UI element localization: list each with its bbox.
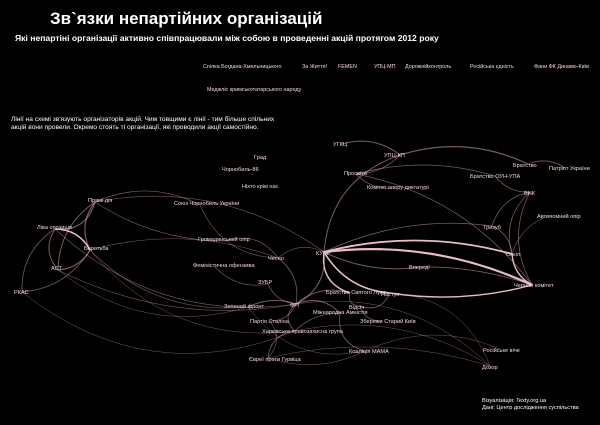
node-label: Тризуб — [483, 225, 501, 231]
connection-line — [58, 270, 248, 317]
node-label: Вперед! — [409, 265, 430, 271]
org-label: Російська єдність — [470, 64, 514, 70]
node-label: Братство Святого Луки — [326, 290, 386, 296]
node-label: КУПР — [316, 251, 331, 257]
connection-line — [296, 252, 324, 304]
node-label: Сокіл — [506, 252, 521, 258]
node-label: Партія Сталіна — [250, 319, 289, 325]
connection-line — [400, 147, 528, 164]
connection-line — [268, 331, 295, 358]
connection-line — [200, 205, 278, 258]
node-label: Зелений фронт — [224, 304, 265, 310]
node-label: Братство ОУН-УПА — [470, 174, 521, 180]
connection-line — [90, 250, 248, 308]
node-label: Міжнародна Амністія — [313, 310, 368, 316]
connection-line — [512, 215, 552, 254]
credits-visualization: Візуалізація: Texty.org.ua — [482, 398, 547, 404]
connection-line — [324, 252, 420, 269]
connection-line — [49, 229, 58, 270]
connection-line — [55, 229, 296, 307]
isolated-orgs — [203, 63, 589, 93]
node-label: ЗУБР — [258, 280, 273, 286]
node-label: Феміністична офензива — [193, 263, 255, 269]
node-label: Євреї проти Гурвіца — [249, 357, 301, 363]
node-label: УПЦ-КП — [384, 153, 405, 159]
node-label: АСТ — [51, 266, 62, 272]
node-label: Збережи Старий Київ — [360, 319, 416, 325]
org-label: Дорожнійконтроль — [405, 64, 452, 70]
connection-line — [278, 258, 297, 304]
node-label: Черний комітет — [514, 283, 554, 289]
node-label: Чорнобиль-86 — [222, 167, 259, 173]
node-label: ФРІ — [290, 303, 300, 309]
node-label: Харківська правозахисна група — [262, 329, 343, 335]
node-label: Дозор — [482, 365, 498, 371]
node-label: Ліва опозиція — [37, 225, 72, 231]
node-label: Просвіта — [344, 171, 367, 177]
node-label: Автономний опір — [537, 214, 581, 220]
node-labels — [14, 142, 590, 371]
node-label: Чесно — [268, 256, 284, 262]
node-label: Боротьба — [84, 246, 109, 252]
page-title: Зв`язки непартійних організацій — [50, 9, 323, 28]
description-text: Лінії на схемі зв'язують організаторів акцій. Чим товщими є лінії - тим більше спільних акцій вони провели. Окремо стоять ті організації, які проводили акції самостійно. — [11, 116, 275, 132]
node-label: Братство — [513, 163, 537, 169]
node-label: Наступ — [381, 292, 400, 298]
org-label: Фани ФК Динамо-Київ — [534, 64, 589, 70]
credits-data-source: Дані: Центр дослідження суспільства — [482, 405, 579, 411]
node-label: Прямі дія — [88, 198, 113, 204]
node-label: Ніхто крім нас — [242, 184, 279, 190]
connection-line — [95, 202, 225, 241]
org-label: УПЦ-МП — [374, 64, 396, 70]
org-label: FEMEN — [338, 64, 357, 70]
node-label: Відсіч — [349, 305, 365, 311]
org-label: Спілка Богдана-Хмельницького — [203, 64, 282, 70]
connection-line — [90, 239, 278, 258]
connection-line — [390, 285, 532, 297]
org-label: Меджліс кримськотатарського народу — [207, 87, 302, 93]
node-label: ВНК — [524, 191, 536, 197]
connection-line — [324, 252, 390, 293]
node-label: Коаліція МАМА — [349, 349, 389, 355]
page-subtitle: Які непартіні організації активно співпрацювали між собою в проведенні акцій протягом 2012 року — [15, 33, 439, 43]
node-label: Град — [254, 155, 267, 161]
node-label: УГКЦ — [333, 142, 347, 148]
node-label: Патріот України — [549, 166, 590, 172]
org-label: За Життя! — [302, 64, 328, 70]
node-label: Союз Чорнобиль України — [174, 201, 240, 207]
credits — [482, 398, 579, 412]
node-label: Російське віче — [483, 348, 520, 354]
node-label: РКАС — [14, 290, 29, 296]
connection-line — [324, 223, 492, 252]
connection-line — [58, 202, 95, 270]
connection-line — [58, 250, 90, 270]
connection-line — [390, 293, 490, 366]
node-label: Громадянський опір — [198, 237, 250, 243]
node-label: Комітет опору диктатурі — [367, 185, 429, 191]
